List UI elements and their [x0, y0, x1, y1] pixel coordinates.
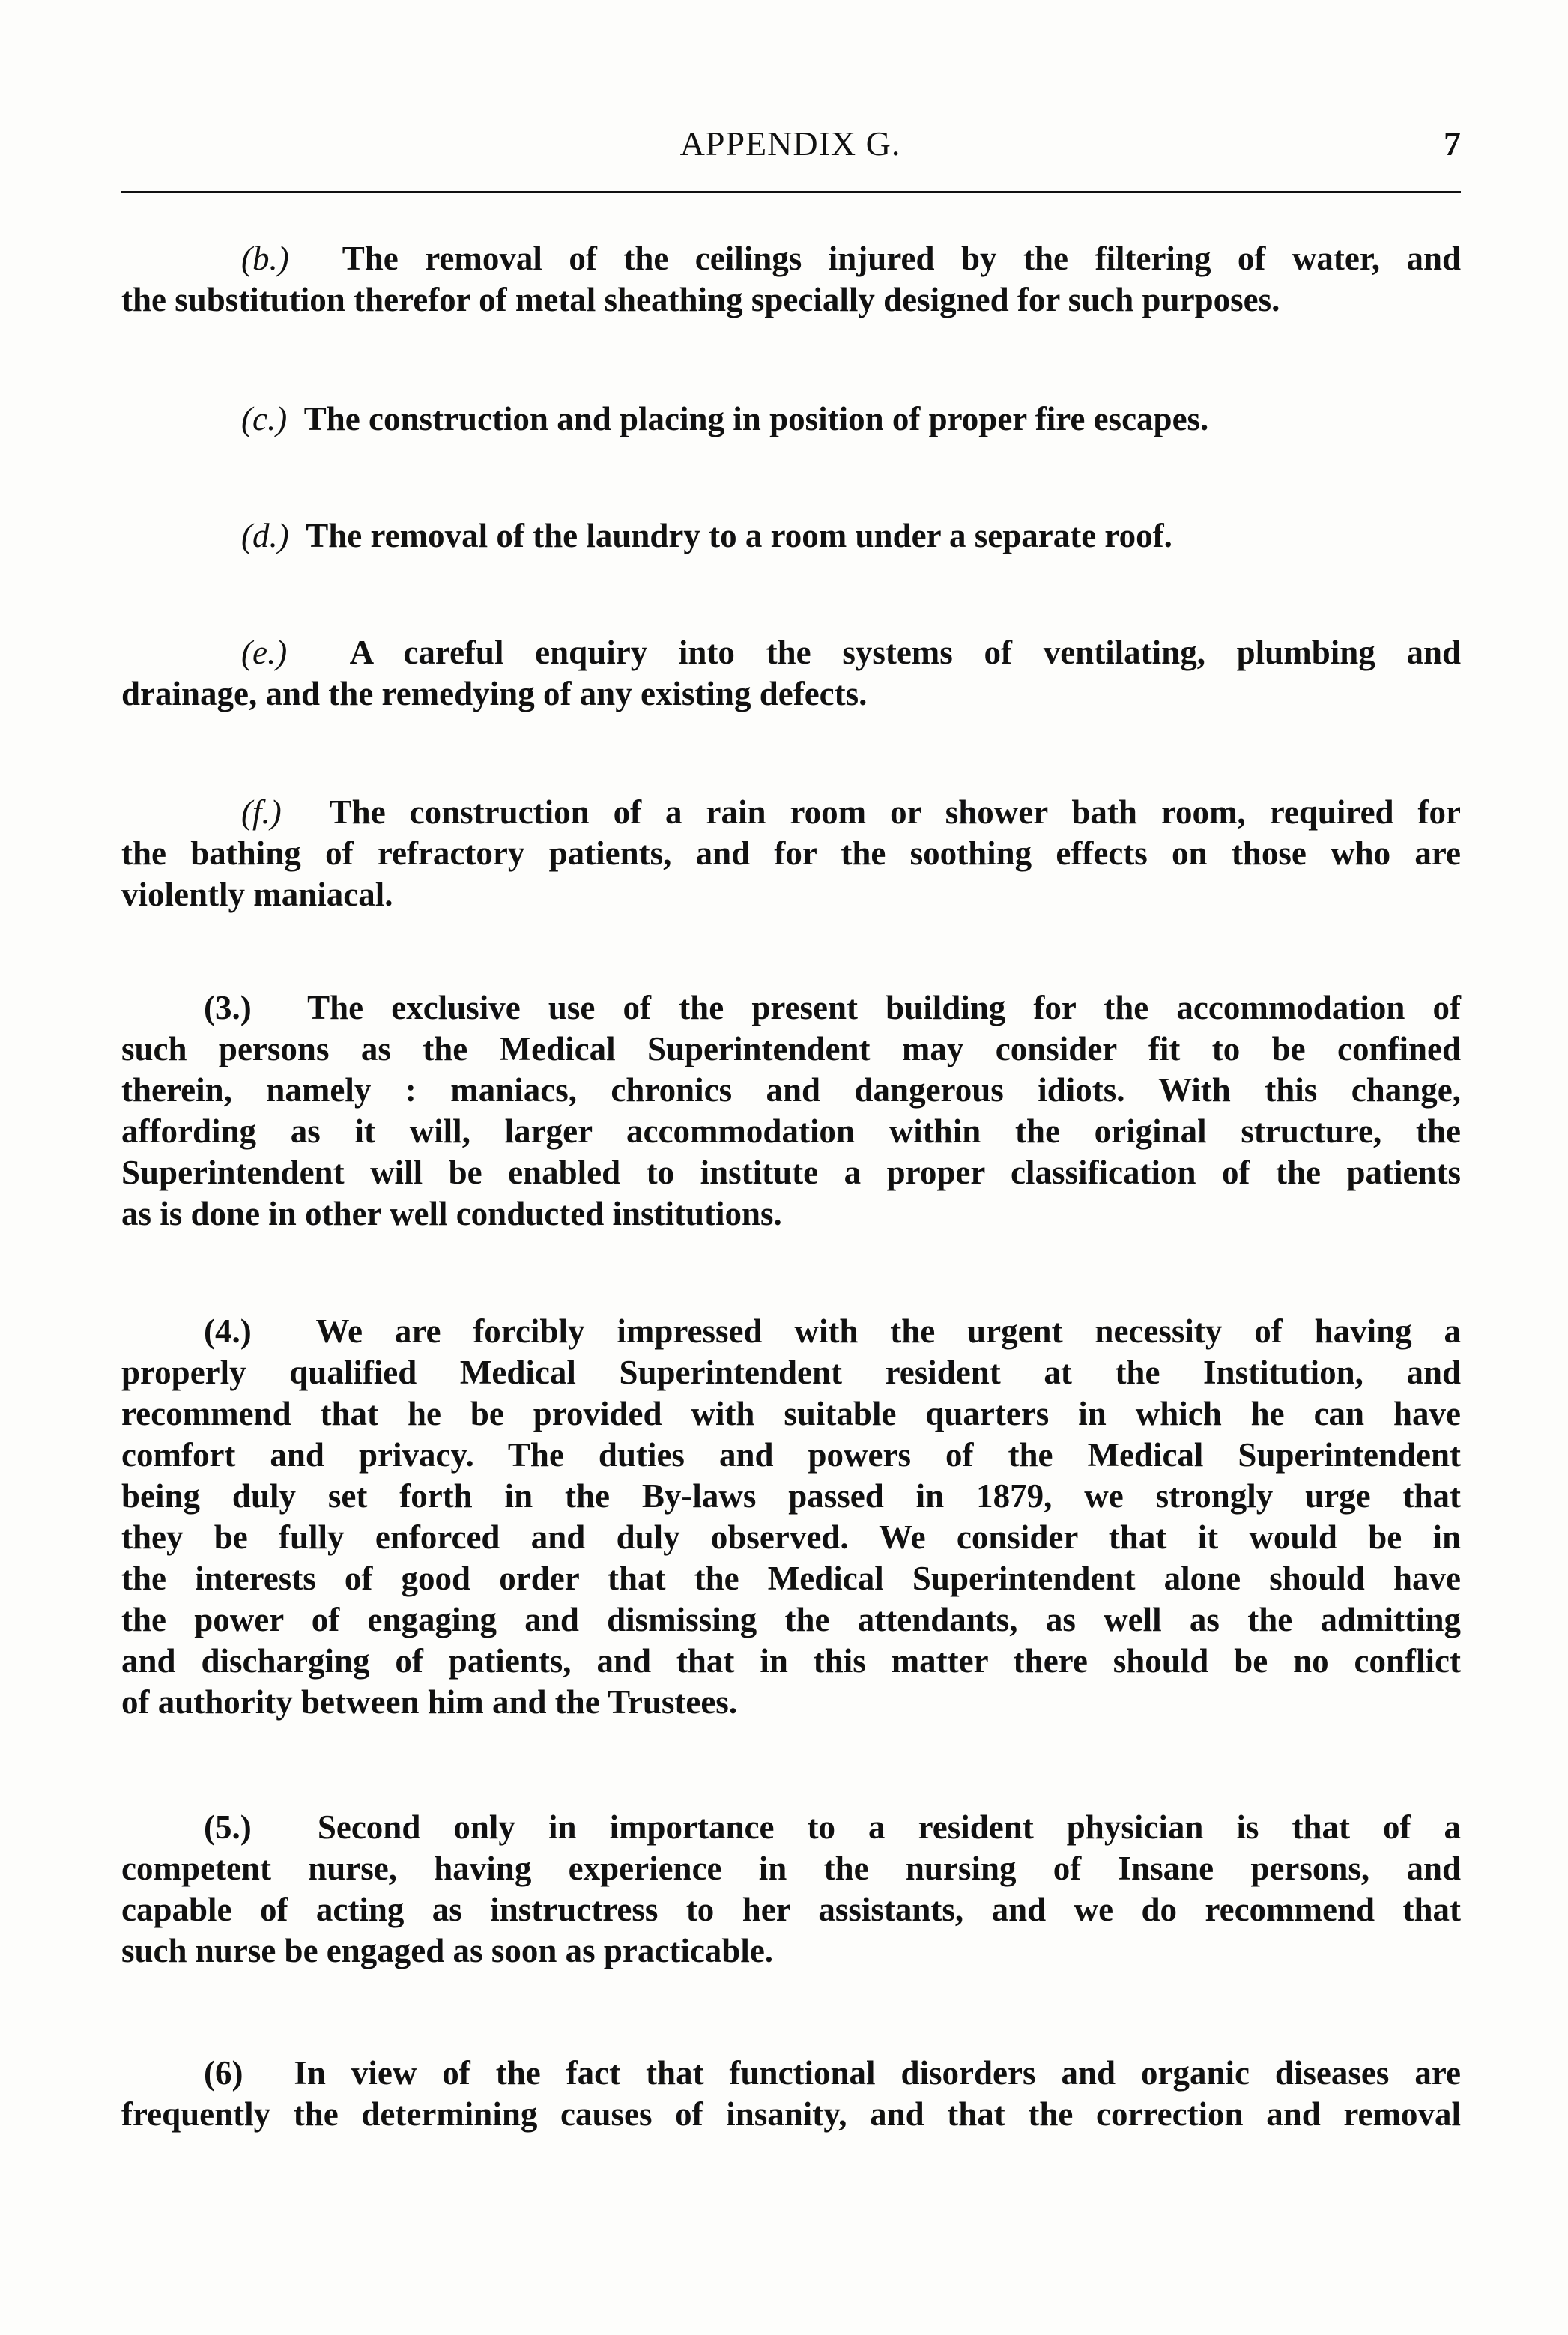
paragraph-line: (4.) We are forcibly impressed with the urgent necessity of having a	[204, 1312, 1462, 1350]
paragraph-line: the power of engaging and dismissing the attendants, as well as the admitting	[121, 1601, 1461, 1638]
header-rule	[121, 191, 1461, 193]
paragraph-line: they be fully enforced and duly observed. We consider that it would be in	[121, 1518, 1461, 1556]
paragraph-line: the interests of good order that the Medical Superintendent alone should have	[121, 1560, 1461, 1597]
paragraph-marker: (c.)	[241, 400, 288, 437]
paragraph-marker: (d.)	[241, 517, 289, 554]
paragraph-line: therein, namely : maniacs, chronics and dangerous idiots. With this change,	[121, 1071, 1461, 1109]
paragraph-line: properly qualified Medical Superintendent resident at the Institution, and	[121, 1354, 1461, 1391]
paragraph-marker: (f.)	[241, 793, 282, 831]
paragraph-line: being duly set forth in the By-laws passed in 1879, we strongly urge that	[121, 1477, 1461, 1515]
paragraph-line: such nurse be engaged as soon as practicable.	[121, 1932, 774, 1969]
paragraph-line: (5.) Second only in importance to a resident physician is that of a	[204, 1808, 1462, 1846]
paragraph-line: (3.) The exclusive use of the present building for the accommodation of	[204, 989, 1461, 1026]
paragraph-line: (d.) The removal of the laundry to a room under a separate roof.	[241, 517, 1172, 554]
paragraph-6	[121, 2053, 1461, 2135]
paragraph-line: such persons as the Medical Superintendent may consider fit to be confined	[121, 1030, 1461, 1067]
paragraph-b	[121, 238, 1461, 321]
paragraph-marker: (e.)	[241, 634, 288, 671]
paragraph-c	[121, 399, 1461, 440]
paragraph-line: (6) In view of the fact that functional disorders and organic diseases are	[204, 2054, 1461, 2092]
paragraph-line: of authority between him and the Trustees.	[121, 1683, 738, 1721]
paragraph-f	[121, 792, 1461, 915]
paragraph-line: and discharging of patients, and that in this matter there should be no conflict	[121, 1642, 1461, 1680]
page-header	[120, 124, 1461, 169]
paragraph-line: (f.) The construction of a rain room or shower bath room, required for	[241, 793, 1461, 831]
paragraph-e	[121, 632, 1461, 715]
paragraph-line: Superintendent will be enabled to institute a proper classification of the patients	[121, 1154, 1461, 1191]
paragraph-5	[121, 1807, 1461, 1972]
paragraph-line: recommend that he be provided with suitable quarters in which he can have	[121, 1395, 1461, 1432]
paragraph-3	[121, 987, 1461, 1235]
running-title: APPENDIX G.	[679, 124, 901, 163]
paragraph-line: as is done in other well conducted institutions.	[121, 1195, 782, 1232]
paragraph-line: affording as it will, larger accommodation within the original structure, the	[121, 1112, 1461, 1150]
paragraph-line: violently maniacal.	[121, 876, 393, 913]
paragraph-marker: (6)	[204, 2054, 243, 2092]
paragraph-line: the substitution therefor of metal sheathing specially designed for such purposes.	[121, 281, 1280, 318]
paragraph-line: (b.) The removal of the ceilings injured by the filtering of water, and	[241, 240, 1462, 277]
paragraph-marker: (4.)	[204, 1312, 252, 1350]
paragraph-line: drainage, and the remedying of any existing defects.	[121, 675, 868, 712]
paragraph-d	[121, 515, 1461, 557]
paragraph-marker: (5.)	[204, 1808, 252, 1846]
paragraph-marker: (b.)	[241, 240, 289, 277]
paragraph-line: competent nurse, having experience in the nursing of Insane persons, and	[121, 1850, 1461, 1887]
paragraph-line: capable of acting as instructress to her assistants, and we do recommend that	[121, 1891, 1461, 1928]
page-number: 7	[1444, 124, 1461, 163]
paragraph-line: frequently the determining causes of insanity, and that the correction and removal	[121, 2095, 1461, 2133]
paragraph-marker: (3.)	[204, 989, 252, 1026]
paragraph-line: the bathing of refractory patients, and for the soothing effects on those who are	[121, 835, 1461, 872]
paragraph-4	[121, 1311, 1461, 1723]
paragraph-line: (c.) The construction and placing in position of proper fire escapes.	[241, 400, 1209, 437]
paragraph-line: (e.) A careful enquiry into the systems of ventilating, plumbing and	[241, 634, 1462, 671]
paragraph-line: comfort and privacy. The duties and powers of the Medical Superintendent	[121, 1436, 1461, 1474]
